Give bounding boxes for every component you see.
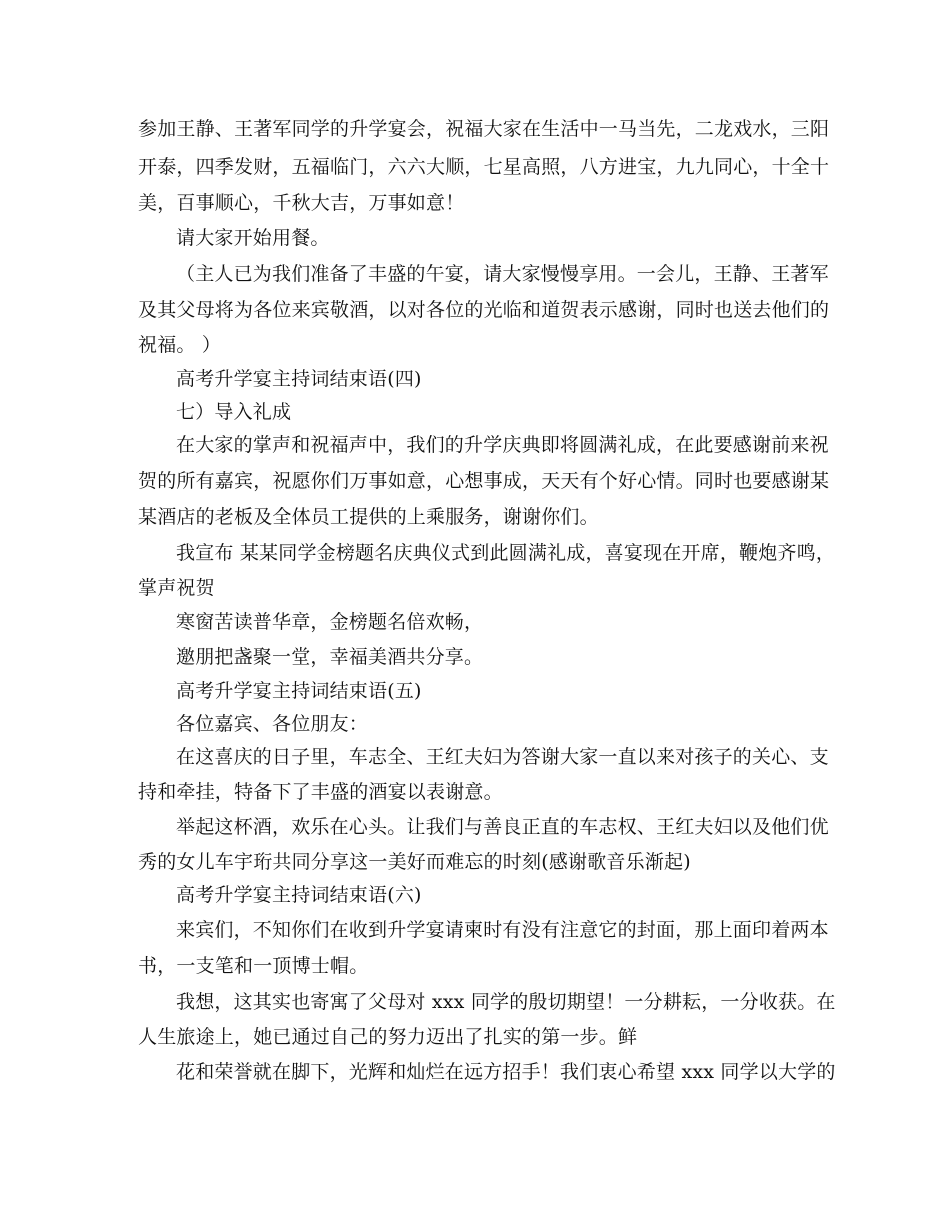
body-line: 我宣布 某某同学金榜题名庆典仪式到此圆满礼成，喜宴现在开席，鞭炮齐鸣，: [176, 542, 836, 564]
body-line: 某酒店的老板及全体员工提供的上乘服务，谢谢你们。: [138, 506, 599, 528]
poem-line: 邀朋把盏聚一堂，幸福美酒共分享。: [176, 646, 484, 668]
body-line: 持和牵挂，特备下了丰盛的酒宴以表谢意。: [138, 781, 503, 803]
poem-line: 寒窗苦读普华章，金榜题名倍欢畅，: [176, 611, 484, 633]
body-line: 祝福。 ）: [138, 334, 222, 356]
body-line: 在大家的掌声和祝福声中，我们的升学庆典即将圆满礼成，在此要感谢前来祝: [176, 434, 829, 456]
body-line: 秀的女儿车宇珩共同分享这一美好而难忘的时刻(感谢歌音乐渐起): [138, 851, 691, 873]
section-heading: 高考升学宴主持词结束语(五): [176, 680, 422, 702]
section-heading: 高考升学宴主持词结束语(六): [176, 884, 422, 906]
body-line: 美，百事顺心，千秋大吉，万事如意！: [138, 192, 465, 214]
body-line: 在这喜庆的日子里，车志全、王红夫妇为答谢大家一直以来对孩子的关心、支: [176, 746, 829, 768]
body-line: 花和荣誉就在脚下，光辉和灿烂在远方招手！我们衷心希望 xxx 同学以大学的: [176, 1061, 836, 1083]
body-line: 书，一支笔和一顶博士帽。: [138, 955, 369, 977]
section-subheading: 七）导入礼成: [176, 401, 292, 423]
body-line: 开泰，四季发财，五福临门，六六大顺，七星高照，八方进宝，九九同心，十全十: [138, 156, 830, 178]
body-line: 举起这杯酒，欢乐在心头。让我们与善良正直的车志权、王红夫妇以及他们优: [176, 816, 829, 838]
body-line: 及其父母将为各位来宾敬酒，以对各位的光临和道贺表示感谢，同时也送去他们的: [138, 299, 830, 321]
body-line: 来宾们，不知你们在收到升学宴请柬时有没有注意它的封面，那上面印着两本: [176, 919, 829, 941]
body-line: 各位嘉宾、各位朋友：: [176, 713, 369, 735]
body-line: （主人已为我们准备了丰盛的午宴，请大家慢慢享用。一会儿，王静、王著军: [176, 263, 829, 285]
body-line: 请大家开始用餐。: [176, 227, 330, 249]
body-line: 掌声祝贺: [138, 577, 215, 599]
body-line: 参加王静、王著军同学的升学宴会，祝福大家在生活中一马当先，二龙戏水，三阳: [138, 118, 830, 140]
section-heading: 高考升学宴主持词结束语(四): [176, 368, 422, 390]
body-line: 贺的所有嘉宾，祝愿你们万事如意，心想事成，天天有个好心情。同时也要感谢某: [138, 470, 830, 492]
body-line: 我想，这其实也寄寓了父母对 xxx 同学的殷切期望！一分耕耘，一分收获。在: [176, 991, 836, 1013]
body-line: 人生旅途上，她已通过自己的努力迈出了扎实的第一步。鲜: [138, 1026, 638, 1048]
